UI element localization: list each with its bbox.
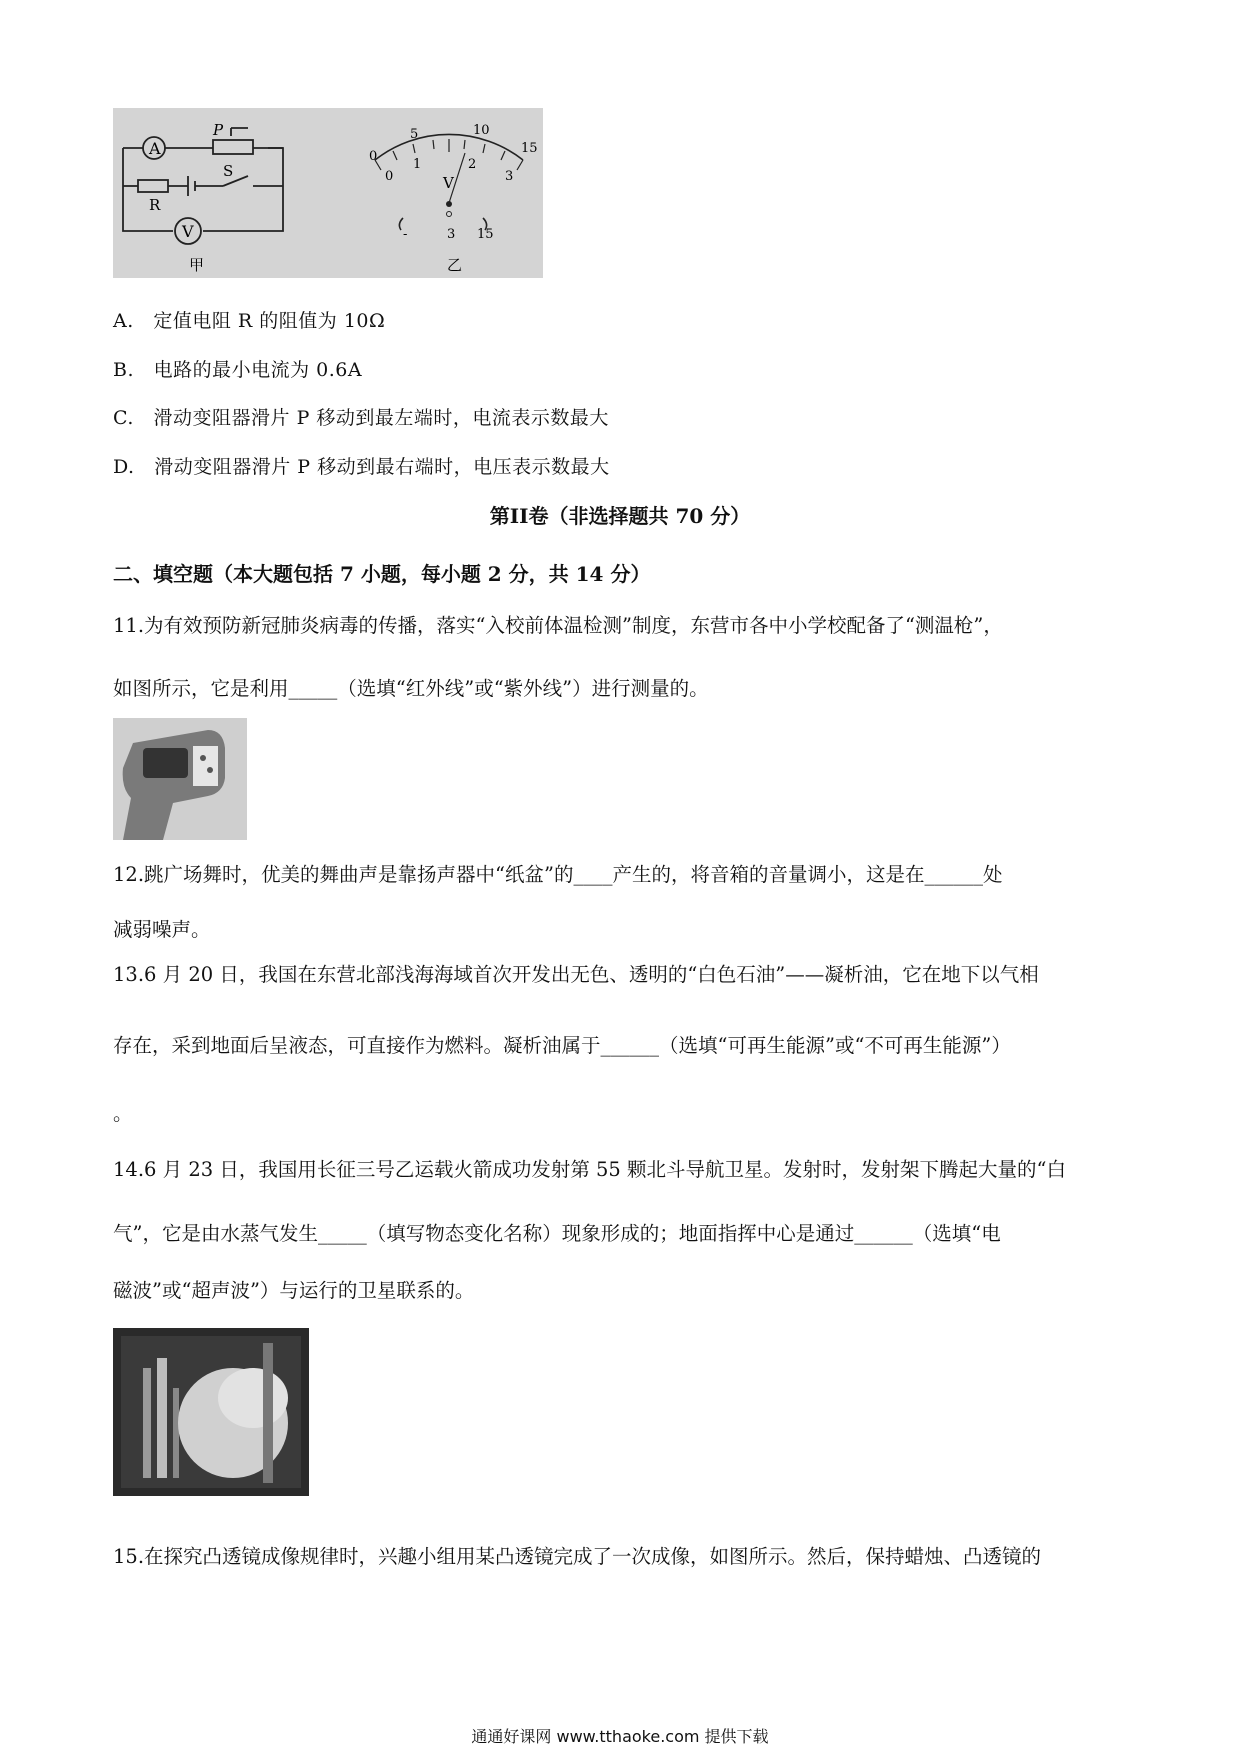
question-11-line1: 11.为有效预防新冠肺炎病毒的传播，落实“入校前体温检测”制度，东营市各中小学校配备了“测温枪”， xyxy=(113,614,1003,637)
meter-top-0: 0 xyxy=(369,149,378,164)
option-d-letter: D. xyxy=(113,456,135,478)
question-15-line1: 15.在探究凸透镜成像规律时，兴趣小组用某凸透镜完成了一次成像，如图所示。然后，保持蜡烛、凸透镜的 xyxy=(113,1545,1042,1568)
question-12-line1: 12.跳广场舞时，优美的舞曲声是靠扬声器中“纸盆”的____产生的，将音箱的音量调小，这是在______处 xyxy=(113,863,1003,886)
meter-bottom-1: 1 xyxy=(413,157,422,172)
question-13-line1: 13.6 月 20 日，我国在东营北部浅海海域首次开发出无色、透明的“白色石油”——凝析油，它在地下以气相 xyxy=(113,963,1039,986)
option-b-letter: B. xyxy=(113,359,135,381)
circuit-diagram xyxy=(113,108,543,278)
figure-label-yi: 乙 xyxy=(447,256,463,274)
meter-top-10: 10 xyxy=(473,123,490,138)
meter-bottom-2: 2 xyxy=(468,157,477,172)
option-a-text: 定值电阻 R 的阻值为 10Ω xyxy=(153,310,386,332)
question-14-line1: 14.6 月 23 日，我国用长征三号乙运载火箭成功发射第 55 颗北斗导航卫星。发射时，发射架下腾起大量的“白 xyxy=(113,1158,1067,1181)
meter-top-5: 5 xyxy=(410,127,419,142)
meter-bottom-0: 0 xyxy=(385,169,394,184)
resistor-label: R xyxy=(149,196,161,214)
terminal-15: 15 xyxy=(477,227,494,242)
question-14-line2: 气”，它是由水蒸气发生_____（填写物态变化名称）现象形成的；地面指挥中心是通过______（选填“电 xyxy=(113,1222,1001,1245)
voltmeter-label: V xyxy=(182,222,194,241)
question-11-line2: 如图所示，它是利用_____（选填“红外线”或“紫外线”）进行测量的。 xyxy=(113,677,709,700)
question-12-line2: 减弱噪声。 xyxy=(113,918,211,941)
option-d-text: 滑动变阻器滑片 P 移动到最右端时，电压表示数最大 xyxy=(154,456,610,478)
option-a-letter: A. xyxy=(113,310,134,332)
terminal-3: 3 xyxy=(447,227,456,242)
rheostat-label: P xyxy=(213,121,224,139)
meter-top-15: 15 xyxy=(521,141,538,156)
page-footer: 通通好课网 www.tthaoke.com 提供下载 xyxy=(471,1727,769,1746)
meter-unit: V xyxy=(443,174,454,192)
option-d xyxy=(113,452,610,479)
section-title: 第II卷（非选择题共 70 分） xyxy=(489,504,751,528)
terminal-minus: - xyxy=(403,227,408,242)
option-c-text: 滑动变阻器滑片 P 移动到最左端时，电流表示数最大 xyxy=(153,407,609,429)
option-c xyxy=(113,403,609,430)
option-b xyxy=(113,355,362,382)
option-b-text: 电路的最小电流为 0.6A xyxy=(153,359,363,381)
figure-label-jia: 甲 xyxy=(189,256,205,274)
option-a xyxy=(113,306,385,333)
ammeter-label: A xyxy=(149,139,161,158)
thermometer-gun-image xyxy=(113,718,247,840)
switch-label: S xyxy=(223,162,234,180)
part-title: 二、填空题（本大题包括 7 小题，每小题 2 分，共 14 分） xyxy=(113,562,651,586)
circuit-figure xyxy=(113,108,543,278)
meter-bottom-3: 3 xyxy=(505,169,514,184)
rocket-launch-image xyxy=(113,1328,309,1496)
question-14-line3: 磁波”或“超声波”）与运行的卫星联系的。 xyxy=(113,1279,475,1302)
option-c-letter: C. xyxy=(113,407,134,429)
question-13-line2: 存在，采到地面后呈液态，可直接作为燃料。凝析油属于______（选填“可再生能源”或“不可再生能源”） xyxy=(113,1034,1011,1057)
question-13-line3: 。 xyxy=(113,1102,133,1125)
